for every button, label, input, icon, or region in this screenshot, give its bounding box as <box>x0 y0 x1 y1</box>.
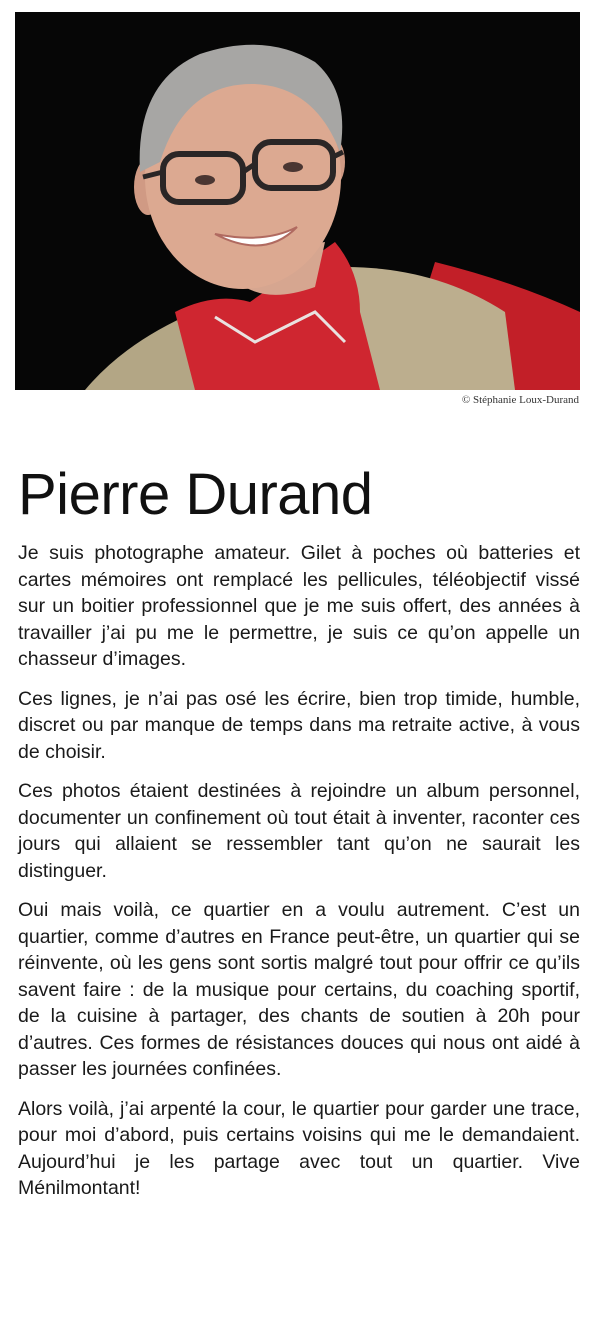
biography-text <box>18 540 580 1215</box>
paragraph: Oui mais voilà, ce quartier en a voulu autrement. C’est un quartier, comme d’autres en France peut-être, un quartier qui se réinvente, où les gens sont sortis malgré tout pour offrir ce qu’ils savent faire : de la musique pour certains, du coaching sportif, de la cuisine à partager, des chants de soutien à 20h pour d’autres. Ces formes de résistances douces qui nous ont aidé à passer les journées confinées. <box>18 899 580 1080</box>
paragraph: Je suis photographe amateur. Gilet à poches où batteries et cartes mémoires ont remplacé les pellicules, téléobjectif vissé sur un boitier professionnel que je me suis offert, des années à travailler j’ai pu me le permettre, je suis ce qu’on appelle un chasseur d’images. <box>18 542 580 670</box>
paragraph: Ces photos étaient destinées à rejoindre un album personnel, documenter un confinement où tout était à inventer, raconter ces jours qui allaient se ressembler tant qu’on ne saurait les distinguer. <box>18 780 580 882</box>
paragraph: Ces lignes, je n’ai pas osé les écrire, bien trop timide, humble, discret ou par manque de temps dans ma retraite active, à vous de choisir. <box>18 687 580 763</box>
portrait-photo <box>15 12 580 390</box>
person-name: Pierre Durand <box>18 462 373 527</box>
paragraph: Alors voilà, j’ai arpenté la cour, le quartier pour garder une trace, pour moi d’abord, puis certains voisins qui me le demandaient. Aujourd’hui je les partage avec tout un quartier. Vive Ménilmontant! <box>18 1097 580 1199</box>
photo-credit: © Stéphanie Loux-Durand <box>461 394 579 406</box>
